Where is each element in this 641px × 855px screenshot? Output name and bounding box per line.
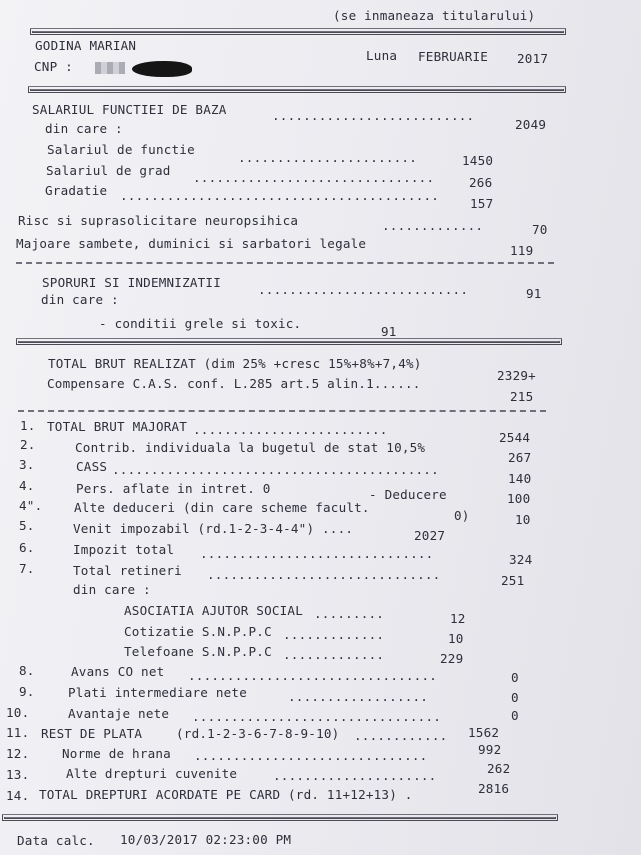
base-item-label: Gradatie: [45, 183, 108, 198]
line-value: 992: [478, 742, 502, 757]
line-value: 10: [515, 512, 531, 527]
cnp-label: CNP :: [34, 59, 73, 74]
line-label: Alte drepturi cuvenite: [66, 766, 238, 781]
line-no: 11.: [6, 725, 30, 740]
bonus-item-label: - conditii grele si toxic.: [99, 316, 302, 331]
cas-label: Compensare C.A.S. conf. L.285 art.5 alin.1......: [47, 376, 421, 391]
base-item-value: 157: [470, 196, 494, 211]
gross-value: 2329+: [497, 368, 536, 383]
calc-date-value: 10/03/2017 02:23:00 PM: [120, 832, 292, 847]
line-label: TOTAL DREPTURI ACORDATE PE CARD (rd. 11+12+13) .: [39, 787, 413, 802]
line-value: 324: [509, 552, 533, 567]
line-value: 2816: [478, 781, 510, 796]
deduction-value: 229: [440, 651, 464, 666]
line-no: 5.: [19, 518, 35, 533]
line-value: 100: [507, 491, 531, 506]
line-no: 14.: [6, 788, 30, 803]
deduction-value: 12: [450, 611, 466, 626]
line-value: 1562: [468, 725, 500, 740]
gross-label: TOTAL BRUT REALIZAT (dim 25% +cresc 15%+8%+7,4%): [48, 356, 422, 371]
line-no: 8.: [19, 663, 35, 678]
dot-leader: ..............................: [207, 567, 441, 582]
bonuses-title: SPORURI SI INDEMNIZATII: [42, 275, 221, 290]
weekend-value: 119: [510, 243, 534, 258]
line-no: 2.: [20, 437, 36, 452]
dot-leader: ................................: [188, 668, 438, 683]
line-label: TOTAL BRUT MAJORAT: [47, 419, 188, 434]
line-label: Total retineri: [73, 563, 182, 578]
separator: [16, 338, 562, 345]
dot-leader: ...............................: [193, 170, 435, 185]
separator: [28, 86, 566, 93]
dot-leader: .........................................: [120, 188, 440, 203]
base-salary-title: SALARIUL FUNCTIEI DE BAZA: [32, 102, 227, 117]
line-label: Impozit total: [73, 542, 175, 557]
line-label: Norme de hrana: [62, 746, 171, 761]
line-label: Plati intermediare nete: [68, 685, 247, 700]
dot-leader: ............: [354, 728, 448, 743]
base-item-label: Salariul de grad: [46, 163, 171, 178]
line-extra: 0): [454, 508, 470, 523]
dot-leader: .........................: [193, 422, 388, 437]
year-value: 2017: [517, 51, 549, 66]
line-value: 0: [511, 670, 519, 685]
dot-leader: ..............................: [200, 546, 434, 561]
of-which: din care :: [41, 292, 119, 307]
redacted-cnp: [95, 62, 125, 74]
dot-leader: .....................: [273, 768, 437, 783]
risk-label: Risc si suprasolicitare neuropsihica: [18, 213, 299, 228]
line-value: 262: [487, 761, 511, 776]
cas-value: 215: [510, 389, 534, 404]
risk-value: 70: [532, 222, 548, 237]
deduction-value: 10: [448, 631, 464, 646]
base-item-value: 1450: [462, 153, 494, 168]
month-label: Luna: [366, 48, 398, 63]
dot-leader: ................................: [192, 709, 442, 724]
separator: [18, 410, 546, 412]
line-no: 1.: [20, 418, 36, 433]
line-label: Avantaje nete: [68, 706, 170, 721]
base-item-value: 266: [469, 175, 493, 190]
line-label: REST DE PLATA: [41, 726, 143, 741]
dot-leader: .........: [314, 606, 385, 621]
of-which: din care :: [45, 121, 123, 136]
line-value: 0: [511, 708, 519, 723]
line-no: 10.: [6, 705, 30, 720]
line-value: 267: [508, 450, 532, 465]
line-extra: - Deducere: [369, 487, 447, 502]
line-label: Venit impozabil (rd.1-2-3-4-4") ....: [73, 521, 354, 536]
weekend-label: Majoare sambete, duminici si sarbatori legale: [16, 236, 367, 251]
separator: [2, 814, 558, 821]
bonuses-total: 91: [526, 286, 542, 301]
line-label: Avans CO net: [71, 664, 165, 679]
dot-leader: .......................: [238, 150, 417, 165]
line-no: 7.: [19, 561, 35, 576]
month-value: FEBRUARIE: [418, 49, 489, 64]
deduction-label: Telefoane S.N.P.P.C: [124, 644, 272, 659]
line-extra: (rd.1-2-3-6-7-8-9-10): [176, 726, 340, 741]
base-salary-total: 2049: [515, 117, 547, 132]
header-note: (se inmaneaza titularului): [333, 8, 536, 23]
dot-leader: ..........................................: [112, 462, 439, 477]
base-item-label: Salariul de functie: [47, 142, 195, 157]
line-no: 4.: [19, 478, 35, 493]
line-value: 140: [508, 471, 532, 486]
dot-leader: .............: [382, 218, 484, 233]
line-value: 251: [501, 573, 525, 588]
line-no: 4".: [19, 498, 43, 513]
line-no: 6.: [19, 540, 35, 555]
line-value: 0: [511, 690, 519, 705]
dot-leader: .............: [283, 647, 385, 662]
line-label: CASS: [76, 459, 108, 474]
line-value: 2027: [414, 528, 446, 543]
of-which: din care :: [73, 582, 151, 597]
line-label: Contrib. individuala la bugetul de stat 10,5%: [75, 440, 426, 455]
line-label: Pers. aflate in intret. 0: [76, 481, 271, 496]
redaction-mark: [132, 61, 192, 77]
dot-leader: ...........................: [258, 282, 469, 297]
line-no: 3.: [19, 457, 35, 472]
employee-name: GODINA MARIAN: [35, 38, 137, 53]
line-value: 2544: [499, 430, 531, 445]
deduction-label: ASOCIATIA AJUTOR SOCIAL: [124, 603, 303, 618]
separator: [16, 262, 554, 264]
dot-leader: .............: [283, 627, 385, 642]
deduction-label: Cotizatie S.N.P.P.C: [124, 624, 272, 639]
dot-leader: ..............................: [194, 748, 428, 763]
bonus-item-value: 91: [381, 324, 397, 339]
line-no: 12.: [6, 746, 30, 761]
line-label: Alte deduceri (din care scheme facult.: [74, 500, 370, 515]
separator: [30, 28, 566, 35]
calc-date-label: Data calc.: [17, 833, 95, 848]
dot-leader: ..................: [288, 689, 429, 704]
line-no: 13.: [6, 767, 30, 782]
line-no: 9.: [19, 684, 35, 699]
dot-leader: ..........................: [272, 108, 475, 123]
